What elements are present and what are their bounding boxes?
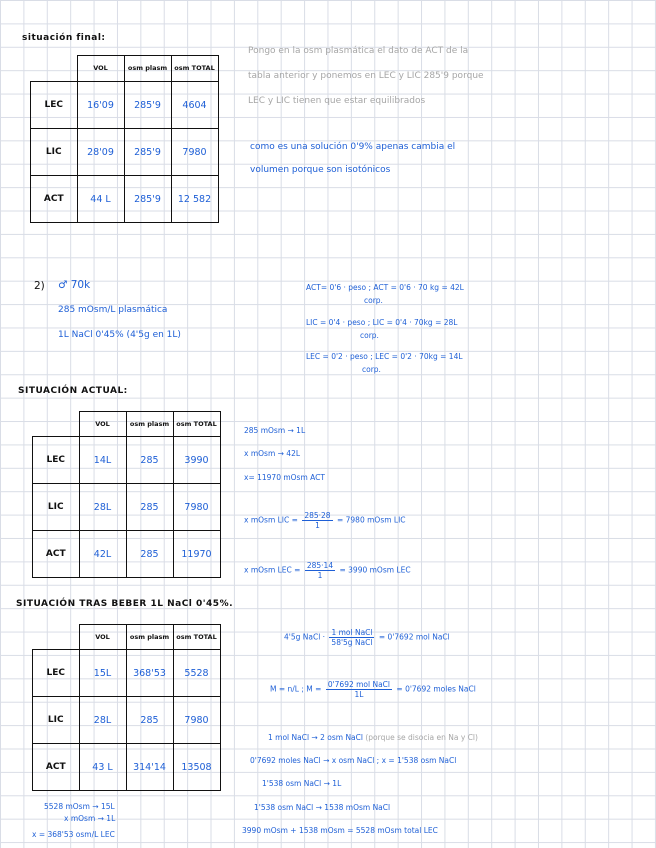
lic-calc-lhs: x mOsm LIC = bbox=[244, 515, 298, 525]
note-line: como es una solución 0'9% apenas cambia el bbox=[250, 142, 456, 152]
molarity-calc-rhs: = 0'7692 moles NaCl bbox=[396, 684, 476, 694]
cell-vol: 14L bbox=[79, 437, 126, 484]
cell-osm-total: 3990 bbox=[173, 437, 220, 484]
cell-vol: 44 L bbox=[77, 176, 124, 223]
col-header-osm-total: osm TOTAL bbox=[173, 412, 220, 437]
molarity-calc bbox=[270, 680, 476, 699]
cell-vol: 28L bbox=[79, 697, 126, 744]
table-row bbox=[31, 129, 219, 176]
col-header-osm-plasm: osm plasm bbox=[124, 56, 171, 82]
cell-osm-total: 7980 bbox=[173, 484, 220, 531]
row-label: ACT bbox=[33, 744, 80, 791]
cell-osm-plasm: 285 bbox=[126, 484, 173, 531]
lec-formula: LEC = 0'2 · peso ; LEC = 0'2 · 70kg = 14L bbox=[306, 352, 463, 361]
lec-calc bbox=[244, 561, 411, 580]
cell-vol: 43 L bbox=[79, 744, 126, 791]
table-corner bbox=[31, 56, 78, 82]
fraction-numerator: 285·28 bbox=[304, 511, 331, 520]
after-drinking-title: SITUACIÓN TRAS BEBER 1L NaCl 0'45%. bbox=[16, 599, 234, 609]
col-header-osm-total: osm TOTAL bbox=[171, 56, 218, 82]
calc-line: 0'7692 moles NaCl → x osm NaCl ; x = 1'538 osm NaCl bbox=[250, 756, 457, 765]
calc-line: 5528 mOsm → 15L bbox=[44, 802, 115, 811]
fraction-denominator: 1L bbox=[354, 690, 364, 699]
given-nacl: 1L NaCl 0'45% (4'5g en 1L) bbox=[58, 330, 181, 340]
row-label: LIC bbox=[33, 697, 80, 744]
row-label: ACT bbox=[33, 531, 80, 578]
row-label: LIC bbox=[31, 129, 78, 176]
cell-osm-plasm: 368'53 bbox=[126, 650, 173, 697]
cell-osm-plasm: 285 bbox=[126, 437, 173, 484]
calc-line: 1'538 osm NaCl → 1538 mOsm NaCl bbox=[254, 803, 391, 812]
cell-osm-plasm: 285'9 bbox=[124, 82, 171, 129]
note-line: LEC y LIC tienen que estar equilibrados bbox=[248, 96, 426, 106]
molarity-fraction bbox=[326, 680, 392, 699]
calc-line: x mOsm → 1L bbox=[64, 814, 116, 823]
col-header-vol: VOL bbox=[77, 56, 124, 82]
corp-label: corp. bbox=[362, 365, 381, 374]
current-situation-title: SITUACIÓN ACTUAL: bbox=[18, 386, 128, 396]
lic-calc bbox=[244, 511, 406, 530]
cell-osm-total: 7980 bbox=[173, 697, 220, 744]
lec-calc-rhs: = 3990 mOsm LEC bbox=[339, 565, 411, 575]
col-header-vol: VOL bbox=[79, 412, 126, 437]
fraction-denominator: 1 bbox=[315, 521, 320, 530]
row-label: LEC bbox=[31, 82, 78, 129]
given-osmolarity: 285 mOsm/L plasmática bbox=[58, 305, 168, 315]
note-line: Pongo en la osm plasmática el dato de ACT de la bbox=[248, 46, 469, 56]
lic-calc-rhs: = 7980 mOsm LIC bbox=[336, 515, 406, 525]
moles-calc-lhs: 4'5g NaCl · bbox=[284, 632, 326, 642]
row-label: LIC bbox=[33, 484, 80, 531]
fraction-numerator: 1 mol NaCl bbox=[331, 628, 373, 637]
act-formula: ACT= 0'6 · peso ; ACT = 0'6 · 70 kg = 42L bbox=[306, 283, 464, 292]
col-header-osm-plasm: osm plasm bbox=[126, 625, 173, 650]
col-header-osm-plasm: osm plasm bbox=[126, 412, 173, 437]
calc-line: 1'538 osm NaCl → 1L bbox=[262, 779, 342, 788]
table-row bbox=[31, 176, 219, 223]
final-situation-title: situación final: bbox=[22, 33, 106, 43]
table-corner bbox=[33, 412, 80, 437]
dissociation-text: 1 mol NaCl → 2 osm NaCl bbox=[268, 733, 363, 742]
table-row bbox=[33, 697, 221, 744]
table-row bbox=[33, 650, 221, 697]
table-row bbox=[33, 484, 221, 531]
cell-osm-total: 7980 bbox=[171, 129, 218, 176]
note-line: volumen porque son isotónicos bbox=[250, 165, 391, 175]
given-subject: ♂ 70k bbox=[58, 279, 91, 291]
molarity-calc-lhs: M = n/L ; M = bbox=[270, 684, 322, 694]
corp-label: corp. bbox=[360, 331, 379, 340]
note-line: tabla anterior y ponemos en LEC y LIC 285'9 porque bbox=[248, 71, 484, 81]
moles-calc-rhs: = 0'7692 mol NaCl bbox=[378, 632, 450, 642]
corp-label: corp. bbox=[364, 296, 383, 305]
cell-osm-plasm: 314'14 bbox=[126, 744, 173, 791]
row-label: ACT bbox=[31, 176, 78, 223]
col-header-osm-total: osm TOTAL bbox=[173, 625, 220, 650]
current-situation-table bbox=[32, 411, 221, 578]
cell-osm-total: 5528 bbox=[173, 650, 220, 697]
table-row bbox=[33, 744, 221, 791]
calc-line: x mOsm → 42L bbox=[244, 449, 301, 458]
total-lec-line: 3990 mOsm + 1538 mOsm = 5528 mOsm total LEC bbox=[242, 826, 438, 835]
table-row bbox=[33, 437, 221, 484]
fraction-denominator: 1 bbox=[317, 571, 323, 580]
cell-osm-plasm: 285 bbox=[126, 697, 173, 744]
cell-vol: 28'09 bbox=[77, 129, 124, 176]
cell-vol: 42L bbox=[79, 531, 126, 578]
calc-line: x = 368'53 osm/L LEC bbox=[32, 830, 115, 839]
row-label: LEC bbox=[33, 437, 80, 484]
calc-line: x= 11970 mOsm ACT bbox=[244, 473, 325, 482]
lic-formula: LIC = 0'4 · peso ; LIC = 0'4 · 70kg = 28L bbox=[306, 318, 458, 327]
after-drinking-table bbox=[32, 624, 221, 791]
col-header-vol: VOL bbox=[79, 625, 126, 650]
cell-osm-total: 13508 bbox=[173, 744, 220, 791]
cell-osm-plasm: 285 bbox=[126, 531, 173, 578]
cell-vol: 16'09 bbox=[77, 82, 124, 129]
dissociation-note: (porque se disocia en Na y Cl) bbox=[365, 733, 478, 742]
cell-osm-plasm: 285'9 bbox=[124, 176, 171, 223]
lec-fraction bbox=[305, 561, 335, 580]
cell-osm-plasm: 285'9 bbox=[124, 129, 171, 176]
table-corner bbox=[33, 625, 80, 650]
dissociation-line bbox=[268, 733, 478, 742]
row-label: LEC bbox=[33, 650, 80, 697]
table-row bbox=[31, 82, 219, 129]
calc-line: 285 mOsm → 1L bbox=[244, 426, 306, 435]
cell-vol: 15L bbox=[79, 650, 126, 697]
moles-calc bbox=[284, 628, 450, 647]
cell-osm-total: 11970 bbox=[173, 531, 220, 578]
cell-vol: 28L bbox=[79, 484, 126, 531]
lec-calc-lhs: x mOsm LEC = bbox=[244, 565, 301, 575]
lic-fraction bbox=[302, 511, 332, 530]
final-situation-table bbox=[30, 55, 219, 223]
moles-fraction bbox=[329, 628, 374, 647]
cell-osm-total: 12 582 bbox=[171, 176, 218, 223]
problem-number: 2) bbox=[34, 280, 45, 292]
fraction-numerator: 285·14 bbox=[306, 561, 334, 570]
fraction-denominator: 58'5g NaCl bbox=[331, 638, 373, 647]
table-row bbox=[33, 531, 221, 578]
cell-osm-total: 4604 bbox=[171, 82, 218, 129]
fraction-numerator: 0'7692 mol NaCl bbox=[327, 680, 391, 689]
